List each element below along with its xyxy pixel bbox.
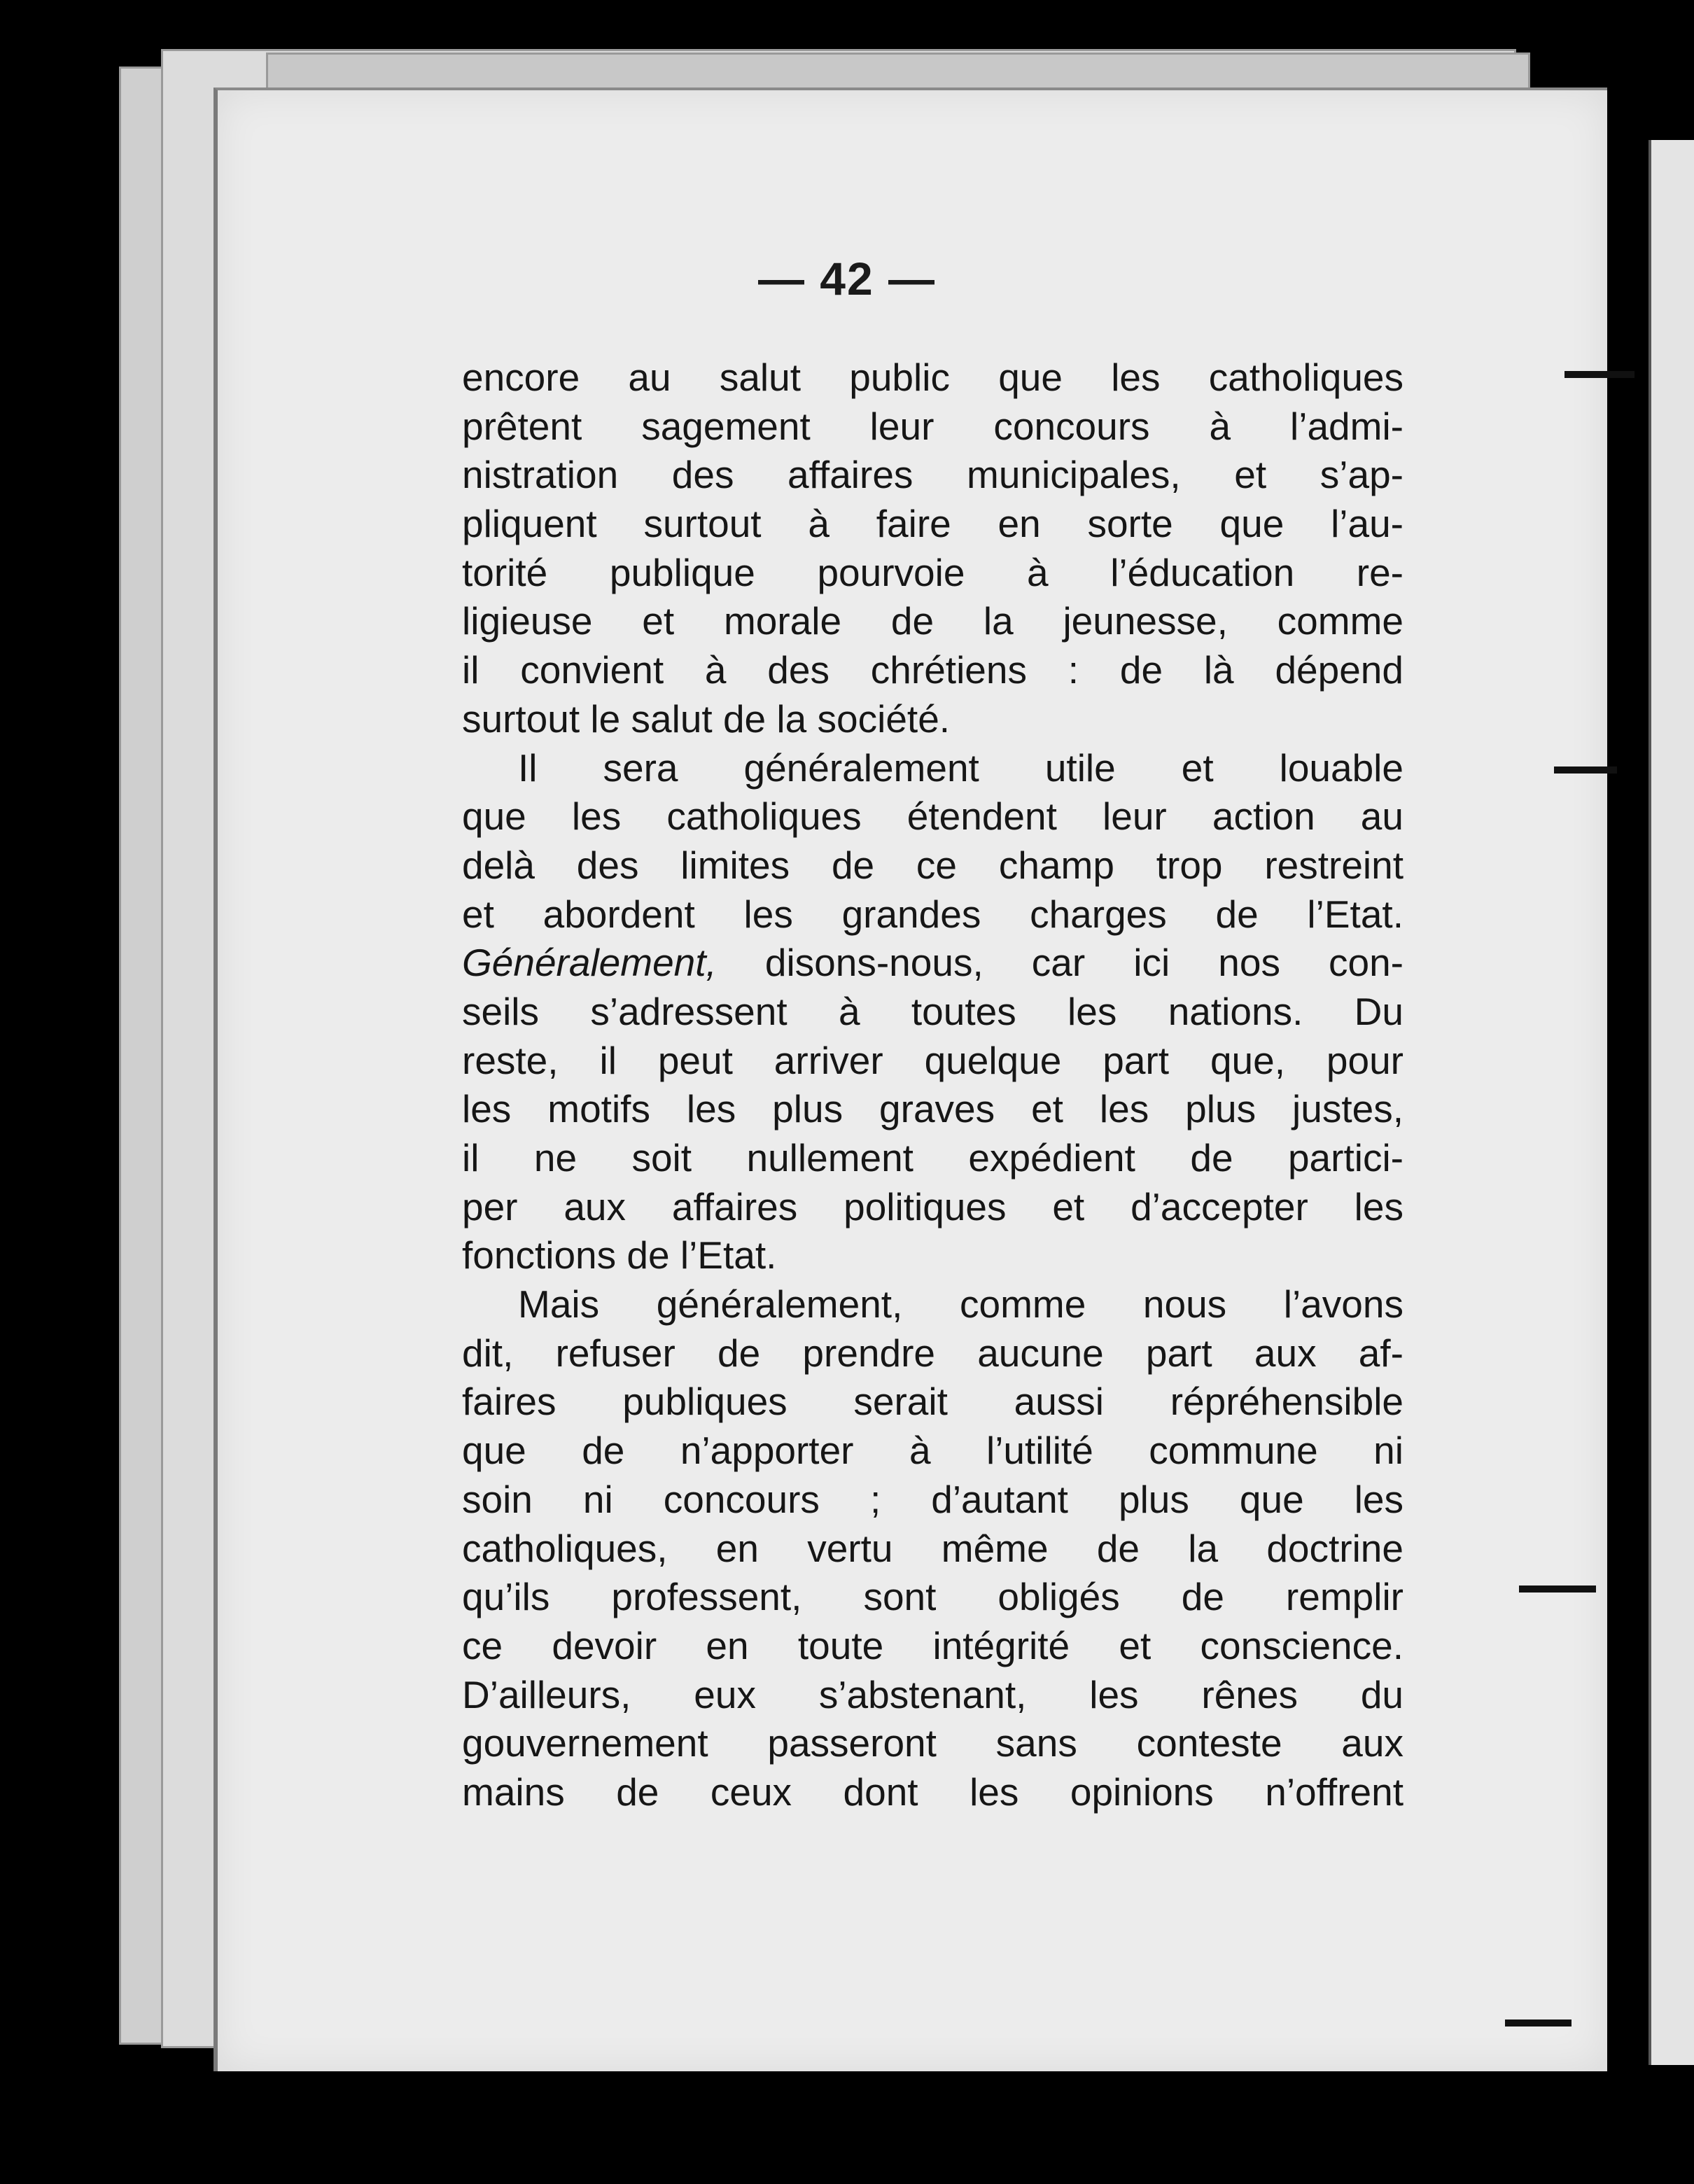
text-line: seils s’adressent à toutes les nations. Du	[462, 989, 1404, 1033]
text-line: D’ailleurs, eux s’abstenant, les rênes du	[462, 1672, 1404, 1716]
binding-mark	[1505, 2019, 1572, 2026]
facing-page-edge	[1648, 140, 1694, 2065]
text-line: Mais généralement, comme nous l’avons	[518, 1282, 1404, 1326]
binding-mark	[1554, 766, 1617, 774]
text-line: reste, il peut arriver quelque part que, pour	[462, 1038, 1404, 1082]
text-line: Généralement, disons-nous, car ici nos con-	[462, 941, 1404, 985]
text-line: delà des limites de ce champ trop restreint	[462, 843, 1404, 887]
text-line: fonctions de l’Etat.	[462, 1233, 777, 1278]
text-line: et abordent les grandes charges de l’Etat.	[462, 892, 1404, 936]
text-line: dit, refuser de prendre aucune part aux af-	[462, 1331, 1404, 1375]
body-text	[462, 354, 1404, 1817]
text-line: encore au salut public que les catholiques	[462, 356, 1404, 399]
text-line: per aux affaires politiques et d’accepter les	[462, 1184, 1404, 1228]
binding-mark	[1564, 371, 1634, 378]
text-line: nistration des affaires municipales, et s’ap-	[462, 453, 1404, 497]
text-line: catholiques, en vertu même de la doctrine	[462, 1526, 1404, 1570]
text-line: gouvernement passeront sans conteste aux	[462, 1721, 1404, 1765]
text-line: torité publique pourvoie à l’éducation re-	[462, 550, 1404, 594]
text-line: faires publiques serait aussi répréhensible	[462, 1380, 1404, 1424]
italic-word: Généralement,	[462, 941, 717, 985]
text-line: Il sera généralement utile et louable	[518, 746, 1404, 790]
text-line: prêtent sagement leur concours à l’admi-	[462, 404, 1404, 448]
binding-mark	[1519, 1586, 1596, 1592]
text-line: que de n’apporter à l’utilité commune ni	[462, 1429, 1404, 1473]
text-line: qu’ils professent, sont obligés de remplir	[462, 1575, 1404, 1619]
text-line: il convient à des chrétiens : de là dépend	[462, 648, 1404, 692]
text-line: surtout le salut de la société.	[462, 696, 951, 741]
text-line: pliquent surtout à faire en sorte que l’au-	[462, 502, 1404, 546]
text-line: mains de ceux dont les opinions n’offrent	[462, 1770, 1404, 1814]
text-line: soin ni concours ; d’autant plus que les	[462, 1477, 1404, 1521]
page-number: — 42 —	[757, 253, 937, 304]
text-line: il ne soit nullement expédient de partici-	[462, 1136, 1404, 1180]
text-line: les motifs les plus graves et les plus justes,	[462, 1087, 1404, 1131]
text-line: ce devoir en toute intégrité et conscience.	[462, 1623, 1404, 1667]
text-line: ligieuse et morale de la jeunesse, comme	[462, 599, 1404, 643]
text-line: que les catholiques étendent leur action au	[462, 794, 1404, 839]
